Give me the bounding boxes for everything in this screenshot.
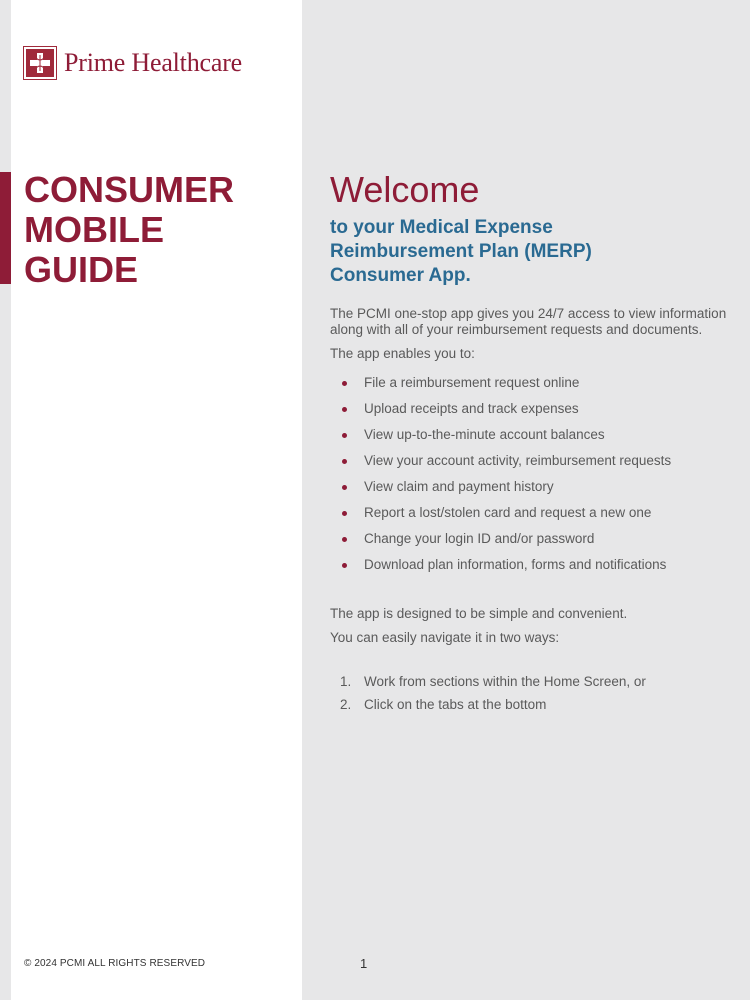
feature-text: Download plan information, forms and notifications xyxy=(364,557,667,572)
bullet-icon xyxy=(342,485,347,490)
feature-text: File a reimbursement request online xyxy=(364,375,580,390)
list-number: 1. xyxy=(340,674,352,689)
guide-title-line: MOBILE xyxy=(24,209,164,250)
feature-text: Change your login ID and/or password xyxy=(364,531,595,546)
guide-title xyxy=(24,170,284,290)
brand-logo xyxy=(24,46,242,80)
welcome-heading: Welcome xyxy=(330,169,480,210)
list-item xyxy=(330,474,730,500)
copyright-notice: © 2024 PCMI ALL RIGHTS RESERVED xyxy=(24,958,206,969)
list-item xyxy=(330,552,730,578)
bullet-icon xyxy=(342,511,347,516)
brand-name: Prime Healthcare xyxy=(64,48,242,77)
left-edge-strip xyxy=(0,0,11,1000)
feature-text: View your account activity, reimbursement requests xyxy=(364,453,672,468)
bullet-icon xyxy=(342,381,347,386)
feature-text: View claim and payment history xyxy=(364,479,554,494)
list-item xyxy=(330,500,730,526)
feature-text: View up-to-the-minute account balances xyxy=(364,427,605,442)
guide-title-line: CONSUMER xyxy=(24,169,235,210)
list-item xyxy=(330,670,730,693)
main-content xyxy=(330,170,730,716)
feature-text: Report a lost/stolen card and request a new one xyxy=(364,505,652,520)
enables-label: The app enables you to: xyxy=(330,346,475,361)
feature-text: Upload receipts and track expenses xyxy=(364,401,579,416)
way-text: Click on the tabs at the bottom xyxy=(364,697,547,712)
way-text: Work from sections within the Home Screen, or xyxy=(364,674,646,689)
page-number: 1 xyxy=(360,956,368,971)
navigation-ways-list xyxy=(330,670,730,716)
bullet-icon xyxy=(342,563,347,568)
list-item xyxy=(330,422,730,448)
designed-line: The app is designed to be simple and convenient. xyxy=(330,606,628,621)
intro-paragraph: The PCMI one-stop app gives you 24/7 access to view information along with all of your reimbursement requests and documents. xyxy=(330,306,727,337)
subtitle: to your Medical Expense Reimbursement Plan (MERP) Consumer App. xyxy=(330,217,592,286)
list-item xyxy=(330,370,730,396)
navigate-line: You can easily navigate it in two ways: xyxy=(330,630,560,645)
prime-healthcare-cross-logo-icon xyxy=(24,47,56,79)
list-item xyxy=(330,693,730,716)
guide-title-line: GUIDE xyxy=(24,249,139,290)
list-item xyxy=(330,396,730,422)
title-accent-bar xyxy=(0,172,11,284)
navigation-intro xyxy=(330,602,730,650)
list-number: 2. xyxy=(340,697,352,712)
bullet-icon xyxy=(342,433,347,438)
bullet-icon xyxy=(342,537,347,542)
list-item xyxy=(330,526,730,552)
bullet-icon xyxy=(342,459,347,464)
list-item xyxy=(330,448,730,474)
bullet-icon xyxy=(342,407,347,412)
feature-list xyxy=(330,370,730,578)
